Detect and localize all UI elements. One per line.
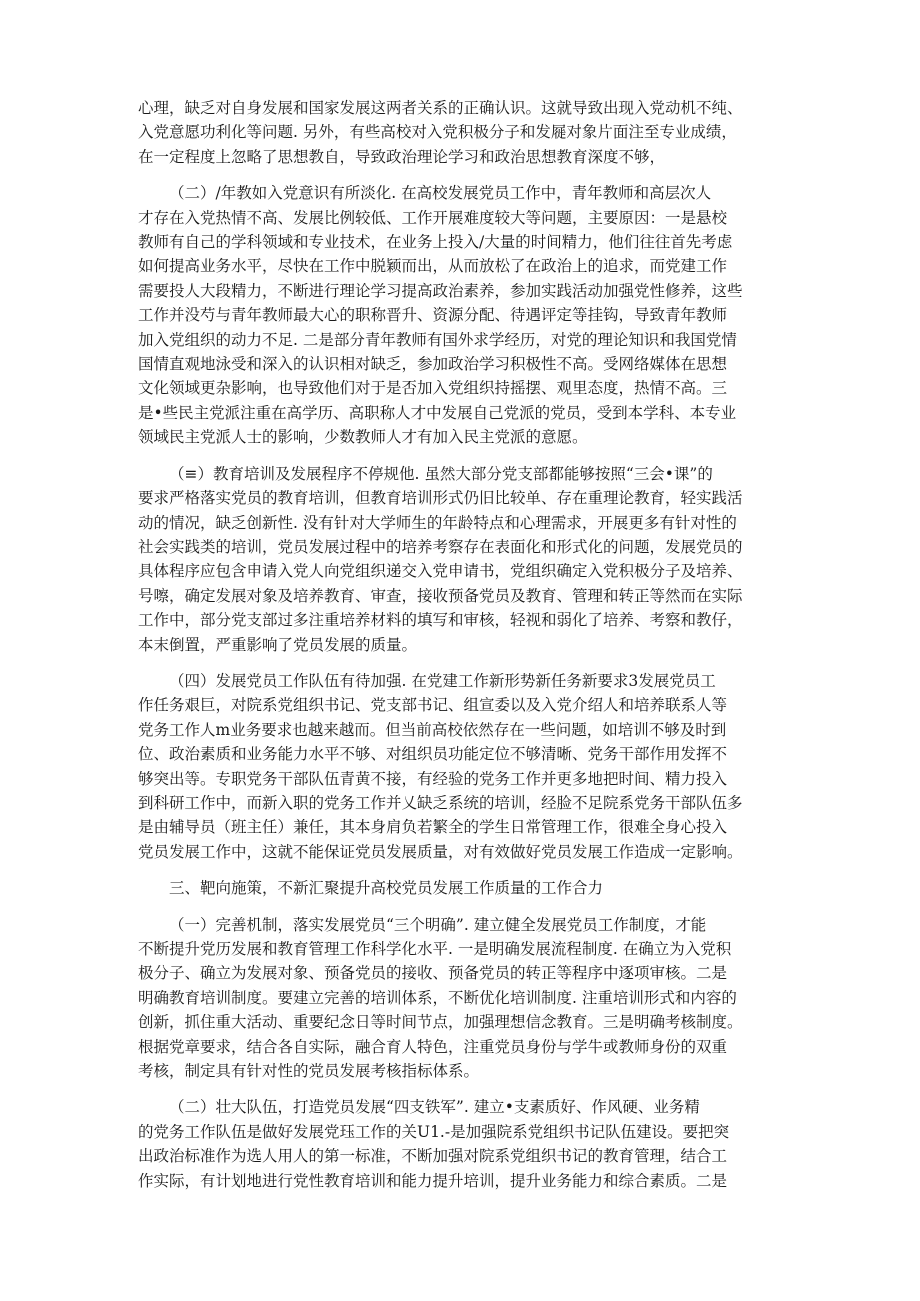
text-line: 具体程序应包含申请入党人向党组织递交入党申请书，党组织确定入党积极分子及培养、 — [138, 562, 743, 581]
text-line: 作实际，有计划地进行党性教育培训和能力提升培训，提升业务能力和综合素质。二是 — [138, 1171, 728, 1190]
text-line: 够突出等。专职党务干部队伍青黄不接，有经验的党务工作并更多地把时间、精力投入 — [138, 769, 728, 788]
text-line: （二）壮大队伍，打造党员发展“四支铁军”. 建立•支素质好、作风硬、业务精 — [169, 1098, 700, 1117]
paragraph-staff-team — [138, 669, 798, 864]
section-heading: 三、靶向施策，不新汇聚提升高校党员发展工作质量的工作合力 — [169, 879, 604, 898]
text-line: 党员发展工作中，这就不能保证党员发展质量，对有效做好党员发展工作造成一定影响。 — [138, 842, 743, 861]
text-line: （二）/年教如入党意识有所淡化. 在高校发展党员工作中，青年教师和高层次人 — [169, 184, 712, 203]
text-line: （一）完善机制，落实发展党员“三个明确”. 建立健全发展党员工作制度，才能 — [169, 915, 707, 934]
paragraph-party-awareness — [138, 181, 798, 449]
text-line: 在一定程度上忽略了思想教自，导致政治理论学习和政治思想教育深度不够， — [138, 147, 666, 166]
paragraph-continued — [138, 96, 798, 169]
text-line: （四）发展党员工作队伍有待加强. 在党建工作新形势新任务新要求3发展党员工 — [169, 671, 716, 690]
paragraph-training-procedure — [138, 462, 798, 657]
text-line: 作任务艰巨，对院系党组织书记、党支部书记、组宣委以及入党介绍人和培养联系人等 — [138, 696, 728, 715]
text-line: 领域民主党派人士的影响，少数教师人才有加入民主党派的意愿。 — [138, 428, 588, 447]
text-line: （≡）教育培训及发展程序不停规他. 虽然大部分党支部都能够按照“三会•课”的 — [169, 464, 713, 483]
text-line: 的党务工作队伍是做好发展党珏工作的关U1.-是加强院系党组织书记队伍建设。要把突 — [138, 1122, 730, 1141]
text-line: 本末倒置，严重影响了党员发展的质量。 — [138, 635, 418, 654]
text-line: 才存在入党热情不高、发展比例较低、工作开展难度较大等问题，主要原因：一是悬校 — [138, 208, 728, 227]
text-line: 如何提高业务水平，尽快在工作中脱颖而出，从而放松了在政治上的追求，而党建工作 — [138, 257, 728, 276]
text-line: 根据党章要求，结合各自实际，融合育人特色，注重党员身份与学牛或教师身份的双重 — [138, 1037, 728, 1056]
text-line: 国情直观地泳受和深入的认识相对缺乏，参加政治学习积极性不高。受网络媒体在思想 — [138, 355, 728, 374]
body-text — [138, 96, 798, 1205]
text-line: 考核，制定具有针对性的党员发展考核指标体系。 — [138, 1062, 480, 1081]
text-line: 要求严格落实党员的教育培训，但教育培训形式仍旧比较单、存在重理论教育，轻实践活 — [138, 489, 743, 508]
text-line: 明确教育培训制度。要建立完善的培训体系，不断优化培训制度. 注重培训形式和内容的 — [138, 988, 737, 1007]
paragraph-improve-mechanism — [138, 913, 798, 1084]
text-line: 号嚓，确定发展对象及培养教育、审查，接收预备党员及教育、管理和转正等然而在实际 — [138, 586, 743, 605]
text-line: 社会实践类的培训，党员发展过程中的培养考察存在表面化和形式化的问题，发展党员的 — [138, 537, 743, 556]
text-line: 创新，抓住重大活动、重要纪念日等时间节点，加强理想信念教育。三是明确考核制度。 — [138, 1013, 743, 1032]
text-line: 不断提升党历发展和教育管理工作科学化水平. 一是明确发展流程制度. 在确立为入党积 — [138, 940, 732, 958]
text-line: 位、政治素质和业务能力水平不够、对组织员功能定位不够清晰、党务干部作用发挥不 — [138, 745, 728, 764]
text-line: 教师有自己的学科领域和专业技术，在业务上投入/大量的时间精力，他们往往首先考虑 — [138, 233, 733, 252]
text-line: 工作并没芍与青年教师最大心的职称晋升、资源分配、待遇评定等挂钩，导致青年教师 — [138, 306, 728, 325]
text-line: 党务工作人m业务要求也越来越而。但当前高校依然存在一些问题，如培训不够及时到 — [138, 720, 727, 739]
text-line: 出政治标准作为选人用人的第一标准，不断加强对院系党组织书记的教育管理，结合工 — [138, 1147, 728, 1166]
text-line: 动的情况，缺乏创新性. 没有针对大学师生的年龄特点和心理需求，开展更多有针对性的 — [138, 513, 737, 532]
text-line: 是•些民主党派注重在高学历、高职称人才中发展自己党派的党员，受到本学科、本专业 — [138, 403, 737, 422]
text-line: 加入党组织的动力不足. 二是部分青年教师有国外求学经历，对党的理论知识和我国党情 — [138, 330, 737, 349]
text-line: 是由辅导员（班主任）兼任，其本身肩负若繁全的学生日常管理工作，很难全身心投入 — [138, 818, 728, 837]
text-line: 文化领域更杂影响，也导致他们对于是否加入党组织持摇摆、观里态度，热情不高。三 — [138, 379, 728, 398]
text-line: 心理，缺乏对自身发展和国家发展这两者关系的正确认识。这就导致出现入党动机不纯、 — [138, 99, 743, 117]
text-line: 需要投人大段精力，不断进行理论学习提高政治素养，参加实践活动加强党性修养，这些 — [138, 281, 743, 300]
paragraph-expand-team — [138, 1095, 798, 1193]
text-line: 到科研工作中，而新入职的党务工作并乂缺乏系统的培训，经脸不足院系党务干部队伍多 — [138, 793, 743, 812]
text-line: 入党意愿功利化等问题. 另外，有些高校对入党积极分子和发屣对象片面注至专业成绩， — [138, 123, 737, 142]
text-line: 极分子、确立为发展对象、预备党员的接收、预备党员的转正等程序中逐项审核。二是 — [138, 964, 728, 983]
text-line: 工作中，部分党支部过多注重培养材料的填写和审核，轻视和弱化了培养、考察和教仔， — [138, 611, 743, 630]
